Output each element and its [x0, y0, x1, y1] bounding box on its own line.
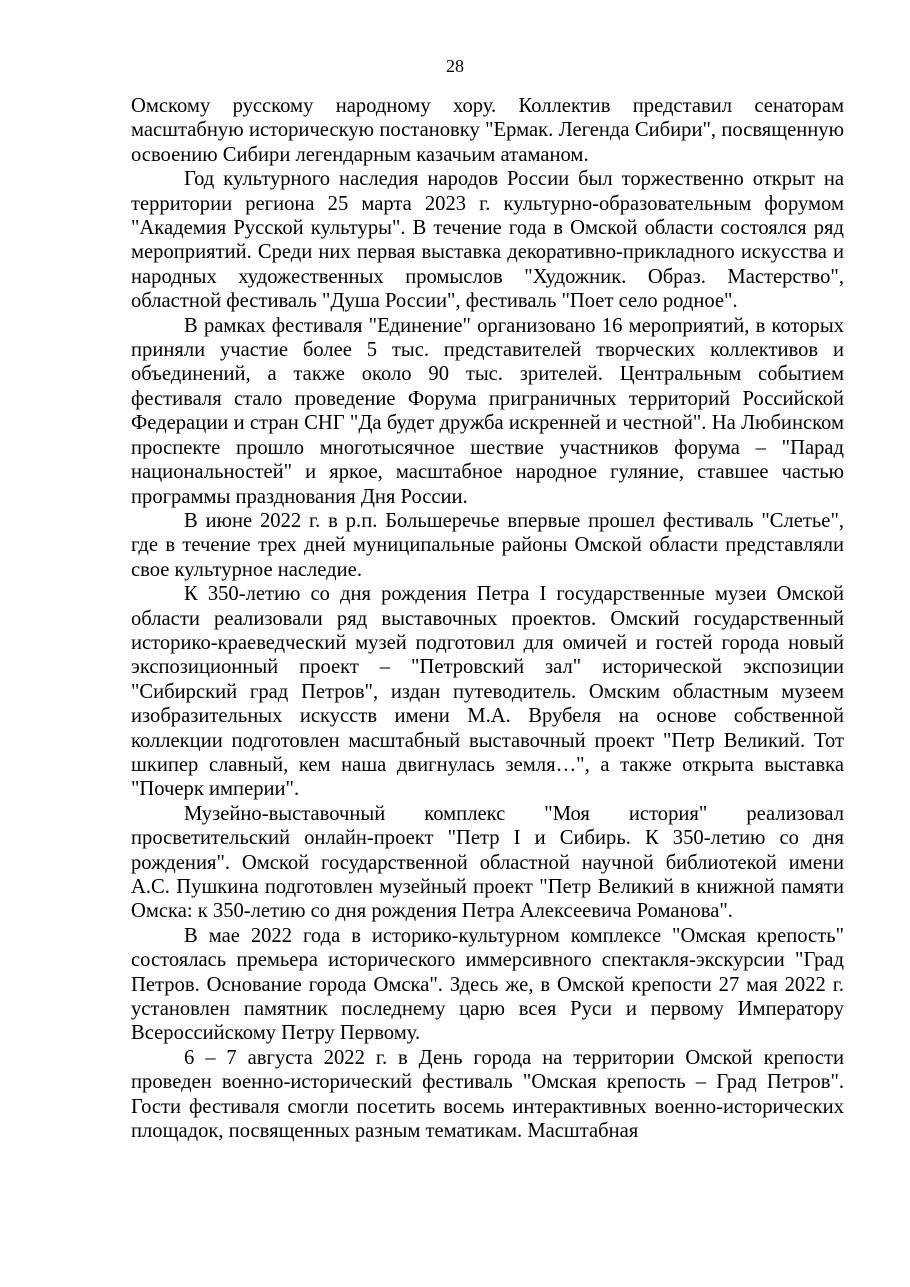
document-body — [131, 94, 844, 1143]
paragraph-peter-350-museums: К 350-летию со дня рождения Петра I государственные музеи Омской области реализовали ряд выставочных проектов. Омский государственный историко-краеведческий музей подготовил для омичей и гостей города новый экспозиционный проект – "Петровский зал" исторической экспозиции "Сибирский град Петров", издан путеводитель. Омским областным музеем изобразительных искусств имени М.А. Врубеля на основе собственной коллекции подготовлен масштабный выставочный проект "Петр Великий. Тот шкипер славный, кем наша двигнулась земля…", а также открыта выставка "Почерк империи". — [131, 583, 844, 801]
paragraph-continuation: Омскому русскому народному хору. Коллектив представил сенаторам масштабную историческую постановку "Ермак. Легенда Сибири", посвященную освоению Сибири легендарным казачьим атаманом. — [131, 95, 844, 166]
paragraph-moya-istoriya: Музейно-выставочный комплекс "Моя история" реализовал просветительский онлайн-проект "Петр I и Сибирь. К 350-летию со дня рождения". Омской государственной областной научной библиотекой имени А.С. Пушкина подготовлен музейный проект "Петр Великий в книжной памяти Омска: к 350-летию со дня рождения Петра Алексеевича Романова". — [131, 802, 844, 923]
paragraph-edinenie-festival: В рамках фестиваля "Единение" организовано 16 мероприятий, в которых приняли участие более 5 тыс. представителей творческих коллективов и объединений, а также около 90 тыс. зрителей. Центральным событием фестиваля стало проведение Форума приграничных территорий Российской Федерации и стран СНГ "Да будет дружба искренней и честной". На Любинском проспекте прошло многотысячное шествие участников форума – "Парад национальностей" и яркое, масштабное народное гуляние, ставшее частью программы празднования Дня России. — [131, 314, 844, 508]
page-number: 28 — [446, 56, 464, 76]
paragraph-slete-festival: В июне 2022 г. в р.п. Большеречье впервые прошел фестиваль "Слетье", где в течение трех дней муниципальные районы Омской области представляли свое культурное наследие. — [131, 509, 844, 581]
paragraph-cultural-heritage-year: Год культурного наследия народов России был торжественно открыт на территории региона 25 марта 2023 г. культурно-образовательным форумом "Академия Русской культуры". В течение года в Омской области состоялся ряд мероприятий. Среди них первая выставка декоративно-прикладного искусства и народных художественных промыслов "Художник. Образ. Мастерство", областной фестиваль "Душа России", фестиваль "Поет село родное". — [131, 168, 844, 313]
paragraph-city-day-festival: 6 – 7 августа 2022 г. в День города на территории Омской крепости проведен военно-исторический фестиваль "Омская крепость – Град Петров". Гости фестиваля смогли посетить восемь интерактивных военно-исторических площадок, посвященных разным тематикам. Масштабная — [131, 1046, 844, 1143]
paragraph-omsk-fortress-premiere: В мае 2022 года в историко-культурном комплексе "Омская крепость" состоялась премьера исторического иммерсивного спектакля-экскурсии "Град Петров. Основание города Омска". Здесь же, в Омской крепости 27 мая 2022 г. установлен памятник последнему царю всея Руси и первому Императору Всероссийскому Петру Первому. — [131, 924, 844, 1045]
